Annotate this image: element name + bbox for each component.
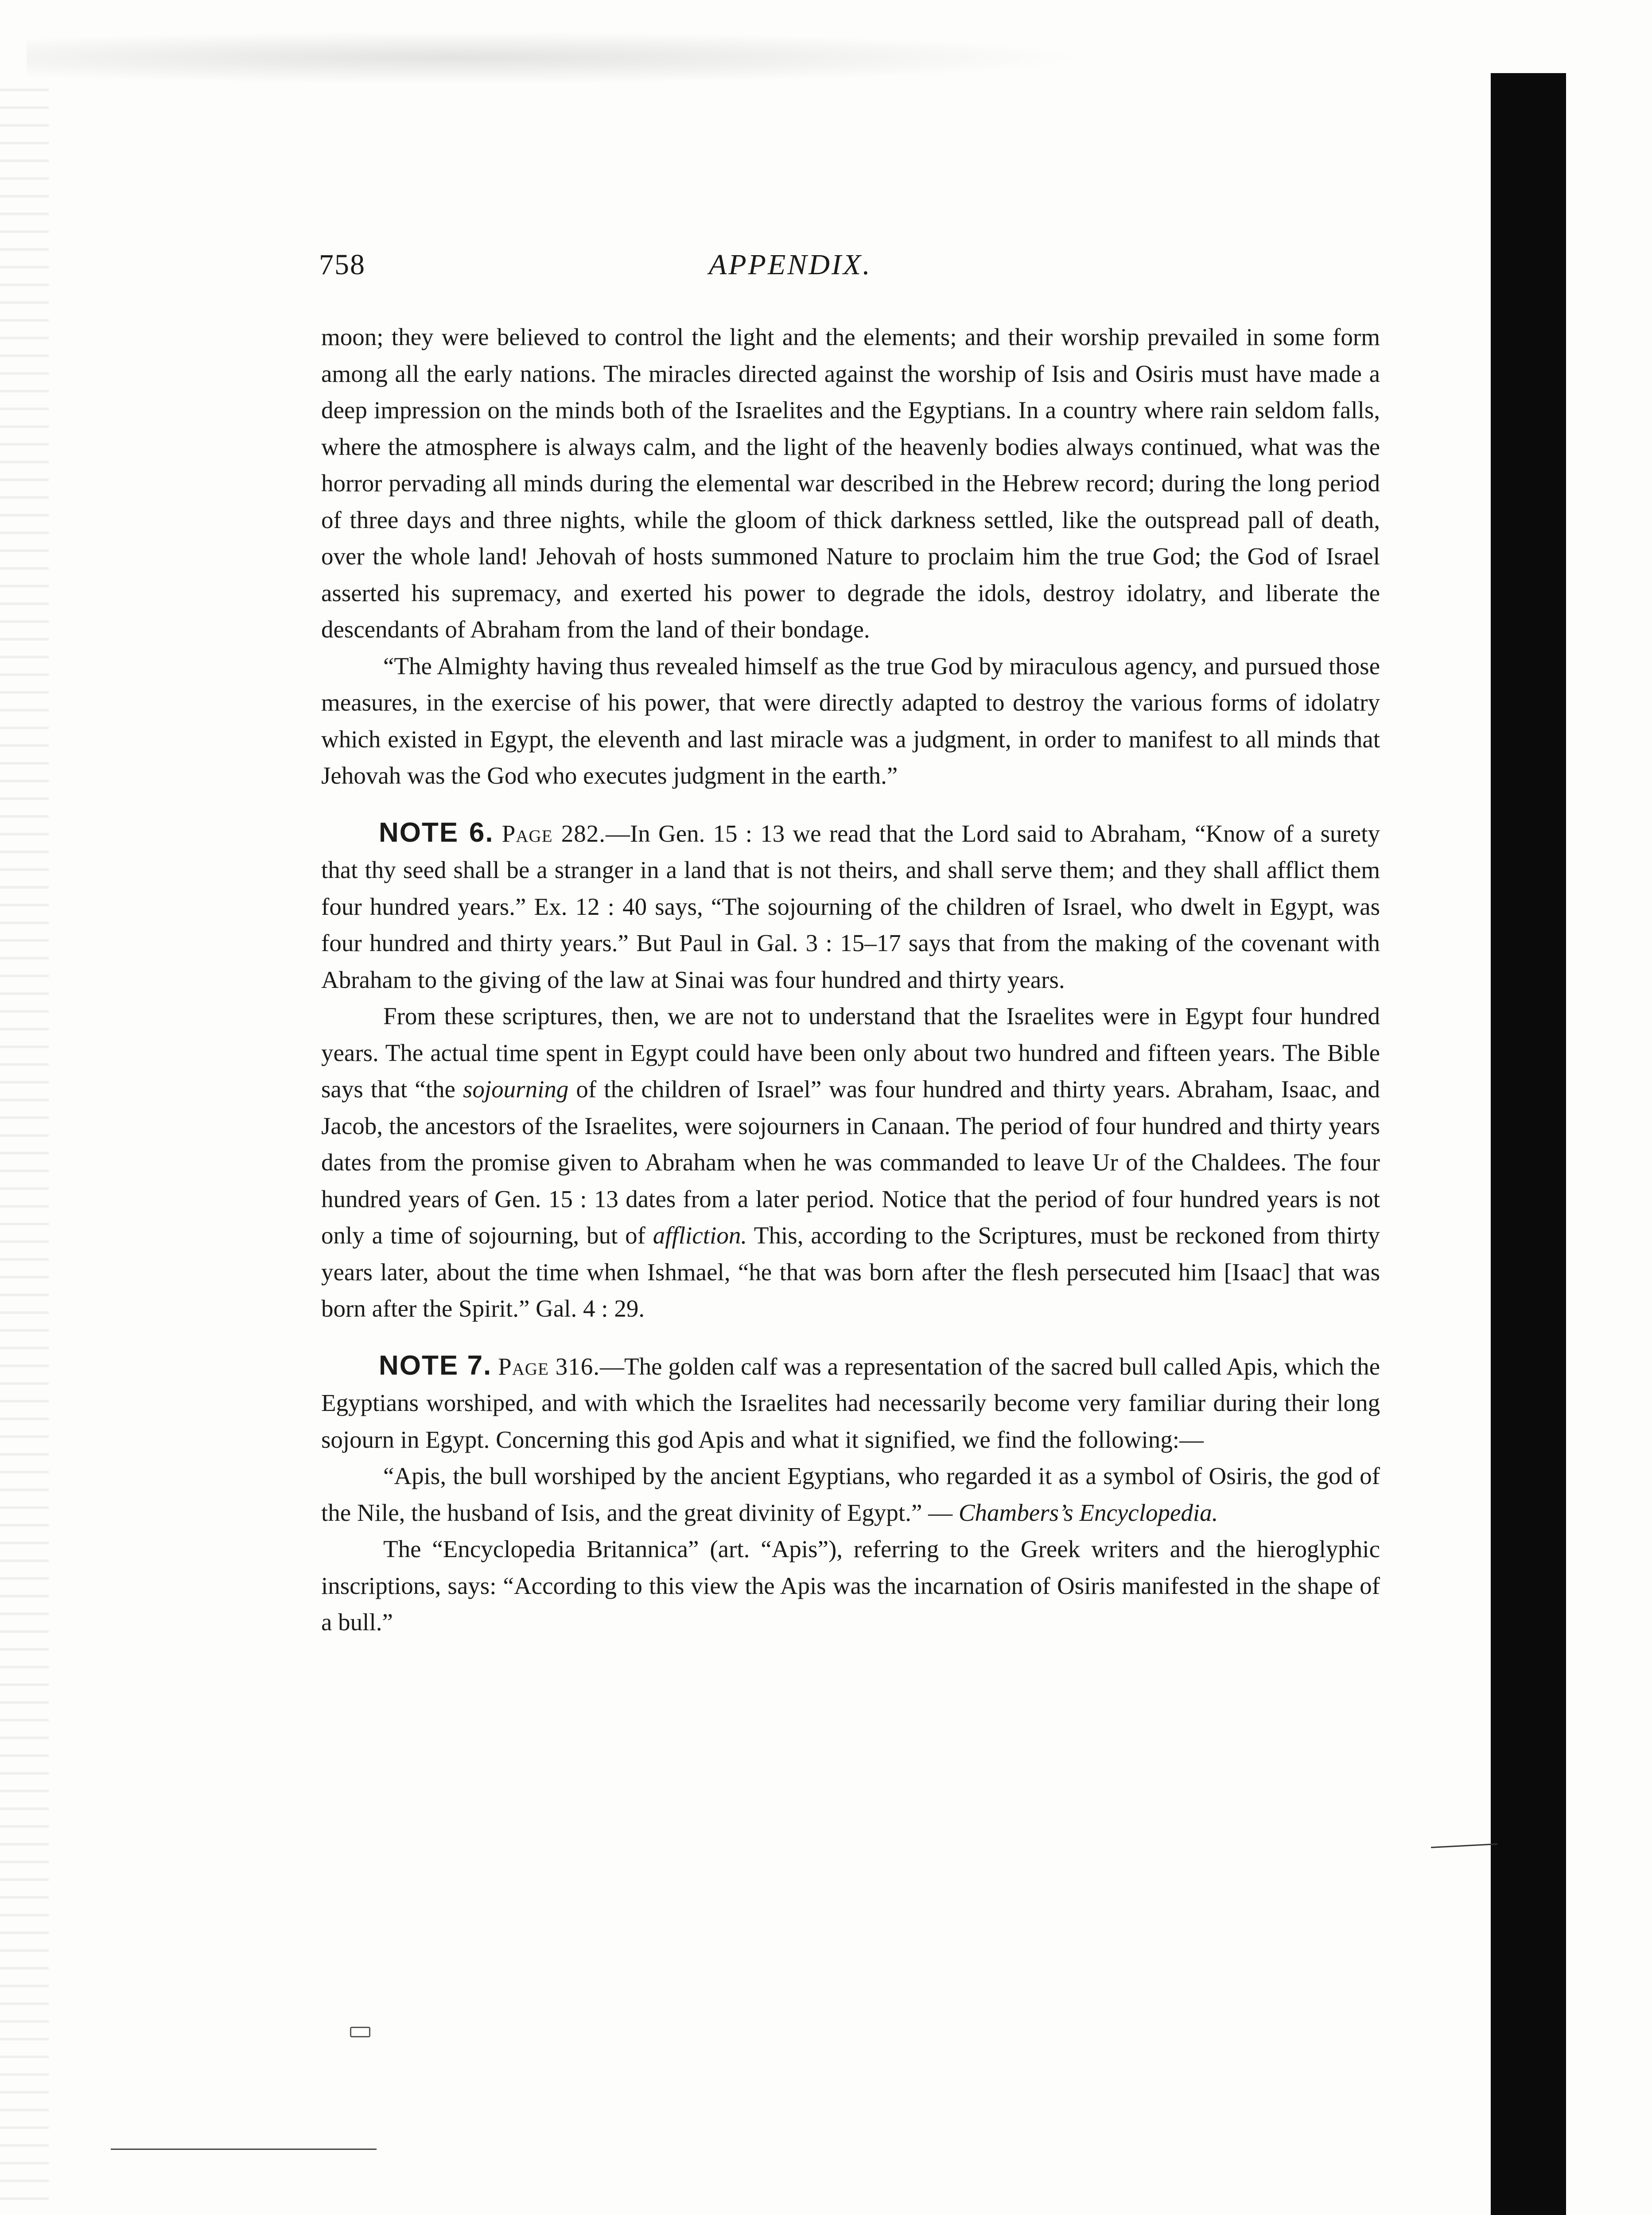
note-6-text-c: This, according to the Scriptures, must be reckoned from thirty years later, about the time when Ishmael, “he that was born after the flesh persecuted him [Isaac] that was born after the Spirit.” Gal. 4 : 29. bbox=[321, 1222, 1380, 1322]
note-7 bbox=[321, 1348, 1380, 1458]
scan-stray-line bbox=[111, 2149, 377, 2150]
note-6-emphasis-sojourning: sojourning bbox=[463, 1076, 569, 1103]
note-6-text-b: of the children of Israel” was four hundred and thirty years. Abraham, Isaac, and Jacob, the ancestors of the Israelites, were sojourners in Canaan. The period of four hundred and thirty years dates from the promise given to Abraham when he was commanded to leave Ur of the Chaldees. The four hundred years of Gen. 15 : 13 dates from a later period. Notice that the period of four hundred years is not only a time of sojourning, but of bbox=[321, 1076, 1380, 1249]
scan-margin-noise bbox=[0, 89, 49, 2215]
note-7-quote-source: Chambers’s Encyclopedia. bbox=[958, 1499, 1218, 1526]
note-7-page-ref: Page 316. bbox=[498, 1352, 600, 1380]
paragraph-continuation: moon; they were believed to control the light and the elements; and their worship prevailed in some form among all the early nations. The miracles directed against the worship of Isis and Osiris must have made a deep impression on the minds both of the Israelites and the Egyptians. In a country where rain seldom falls, where the atmosphere is always calm, and the light of the heavenly bodies always continued, what was the horror pervading all minds during the elemental war described in the Hebrew record; during the long period of three days and three nights, while the gloom of thick darkness settled, like the outspread pall of death, over the whole land! Jehovah of hosts summoned Nature to proclaim him the true God; the God of Israel asserted his supremacy, and exerted his power to degrade the idols, destroy idolatry, and liberate the descendants of Abraham from the land of their bondage. bbox=[321, 323, 1380, 643]
note-7-final: The “Encyclopedia Britannica” (art. “Apis”), referring to the Greek writers and the hieroglyphic inscriptions, says: “According to this view the Apis was the incarnation of Osiris manifested in the shape of a bull.” bbox=[321, 1535, 1380, 1636]
running-head: APPENDIX. bbox=[709, 249, 872, 281]
note-6 bbox=[321, 815, 1380, 999]
note-6-label: NOTE 6. bbox=[379, 817, 494, 848]
note-6-text: —In Gen. 15 : 13 we read that the Lord said to Abraham, “Know of a surety that thy seed shall be a stranger in a land that is not theirs, and shall serve them; and they shall afflict them four hundred years.” Ex. 12 : 40 says, “The sojourning of the children of Israel, who dwelt in Egypt, was four hundred and thirty years.” But Paul in Gal. 3 : 15–17 says that from the making of the covenant with Abraham to the giving of the law at Sinai was four hundred and thirty years. bbox=[321, 820, 1380, 993]
note-6-emphasis-affliction: affliction. bbox=[653, 1222, 747, 1249]
scan-stray-mark bbox=[1431, 1843, 1497, 1848]
note-6-text-a: From these scriptures, then, we are not to understand that the Israelites were in Egypt four hundred years. The actual time spent in Egypt could have been only about two hundred and fifteen years. The Bible says that “the bbox=[321, 1003, 1380, 1103]
note-7-text: —The golden calf was a representation of the sacred bull called Apis, which the Egyptians worshiped, and with which the Israelites had necessarily become very familiar during their long sojourn in Egypt. Concerning this god Apis and what it signified, we find the following:— bbox=[321, 1352, 1380, 1453]
note-6-page-ref: Page 282. bbox=[501, 820, 606, 847]
note-6-paragraph-2 bbox=[321, 998, 1380, 1327]
scan-binding-shadow bbox=[1491, 73, 1566, 2215]
scan-smudge bbox=[27, 31, 1090, 84]
page-body bbox=[321, 319, 1380, 1641]
scan-mark bbox=[350, 2027, 370, 2037]
note-7-label: NOTE 7. bbox=[379, 1350, 492, 1381]
page-header bbox=[319, 248, 1382, 297]
note-7-quote-text: “Apis, the bull worshiped by the ancient Egyptians, who regarded it as a symbol of Osiris, the god of the Nile, the husband of Isis, and the great divinity of Egypt.” — bbox=[321, 1462, 1380, 1526]
page-number: 758 bbox=[319, 249, 365, 281]
note-7-quote bbox=[321, 1458, 1380, 1531]
paragraph-quote: “The Almighty having thus revealed himself as the true God by miraculous agency, and pursued those measures, in the exercise of his power, that were directly adapted to destroy the various forms of idolatry which existed in Egypt, the eleventh and last miracle was a judgment, in order to manifest to all minds that Jehovah was the God who executes judgment in the earth.” bbox=[321, 652, 1380, 789]
